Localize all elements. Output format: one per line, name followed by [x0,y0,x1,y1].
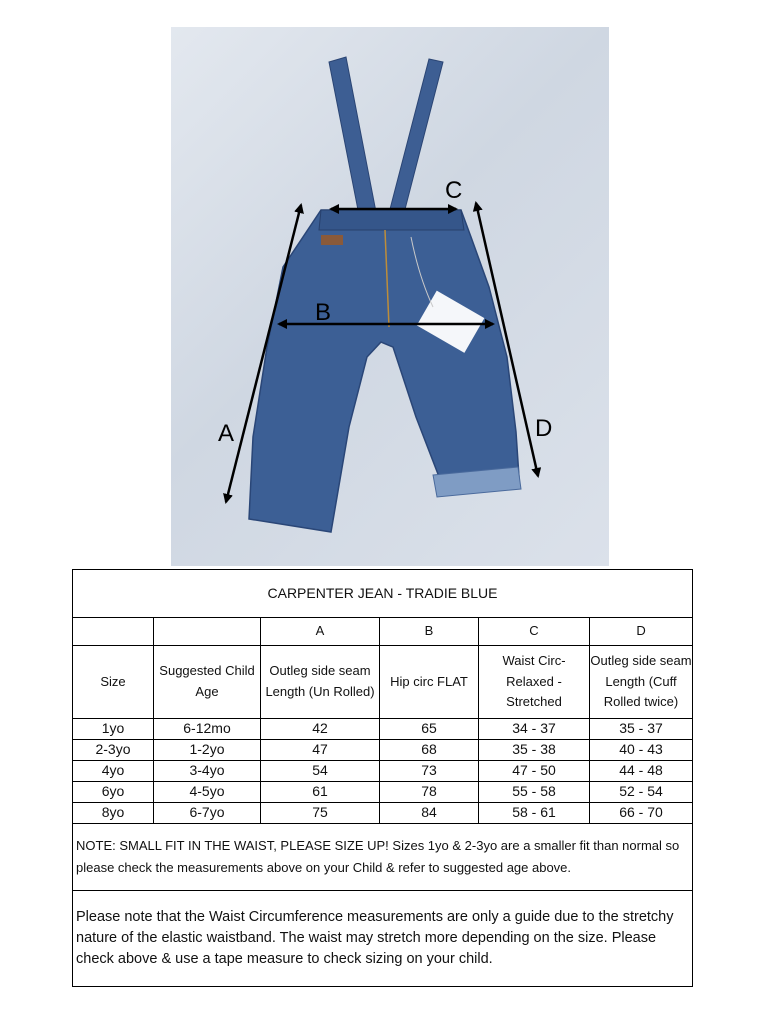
cell-age: 4-5yo [154,782,261,803]
cell-size: 2-3yo [73,740,154,761]
cell-size: 8yo [73,803,154,824]
cell-d: 44 - 48 [590,761,693,782]
cell-age: 6-12mo [154,719,261,740]
cell-age: 1-2yo [154,740,261,761]
cell-d: 52 - 54 [590,782,693,803]
product-photo [171,27,609,566]
title-row [73,570,693,618]
fit-note: NOTE: SMALL FIT IN THE WAIST, PLEASE SIZE UP! Sizes 1yo & 2-3yo are a smaller fit than normal so please check the measurements above on your Child & refer to suggested age above. [73,824,693,891]
cell-b: 78 [380,782,479,803]
pocket-label [321,235,343,245]
jeans-illustration [171,27,609,566]
label-c: C [445,177,463,204]
label-d: D [535,415,553,442]
cell-b: 84 [380,803,479,824]
cell-d: 35 - 37 [590,719,693,740]
cell-d: 40 - 43 [590,740,693,761]
cell-size: 4yo [73,761,154,782]
letter-cell: B [380,618,479,646]
cell-a: 54 [261,761,380,782]
header-outleg-rolled [590,646,693,719]
table-row [73,761,693,782]
note-row [73,824,693,891]
waist-note: Please note that the Waist Circumference measurements are only a guide due to the stretchy nature of the elastic waistband. The waist may stretch more depending on the size. Please check above & use a tape measure to check sizing on your child. [73,891,693,987]
waistband [319,210,464,230]
label-b: B [315,299,332,326]
cell-a: 42 [261,719,380,740]
cell-c: 58 - 61 [479,803,590,824]
cell-c: 55 - 58 [479,782,590,803]
header-hip: Hip circ FLAT [380,646,479,719]
header-age: Suggested Child Age [154,646,261,719]
letter-cell [73,618,154,646]
table-row [73,782,693,803]
cell-a: 61 [261,782,380,803]
header-size: Size [73,646,154,719]
size-chart-table [72,569,693,987]
table-row [73,719,693,740]
header-outleg-unrolled: Outleg side seam Length (Un Rolled) [261,646,380,719]
cell-b: 68 [380,740,479,761]
cell-size: 1yo [73,719,154,740]
table-title: CARPENTER JEAN - TRADIE BLUE [73,570,693,618]
cell-a: 47 [261,740,380,761]
header-outleg-rolled-text: Outleg side seam Length (Cuff Rolled twice) [590,652,692,710]
cell-age: 6-7yo [154,803,261,824]
cell-d: 66 - 70 [590,803,693,824]
header-row [73,646,693,719]
suspender-left [329,57,376,215]
cell-b: 65 [380,719,479,740]
header-waist: Waist Circ- Relaxed - Stretched [479,646,590,719]
cell-b: 73 [380,761,479,782]
cell-size: 6yo [73,782,154,803]
label-a: A [218,420,235,447]
letter-cell: A [261,618,380,646]
letter-cell: C [479,618,590,646]
suspender-right [389,59,443,217]
letter-cell: D [590,618,693,646]
note2-row [73,891,693,987]
letter-row [73,618,693,646]
table-row [73,803,693,824]
cell-c: 47 - 50 [479,761,590,782]
cell-c: 35 - 38 [479,740,590,761]
letter-cell [154,618,261,646]
table-row [73,740,693,761]
cell-age: 3-4yo [154,761,261,782]
cell-c: 34 - 37 [479,719,590,740]
cell-a: 75 [261,803,380,824]
